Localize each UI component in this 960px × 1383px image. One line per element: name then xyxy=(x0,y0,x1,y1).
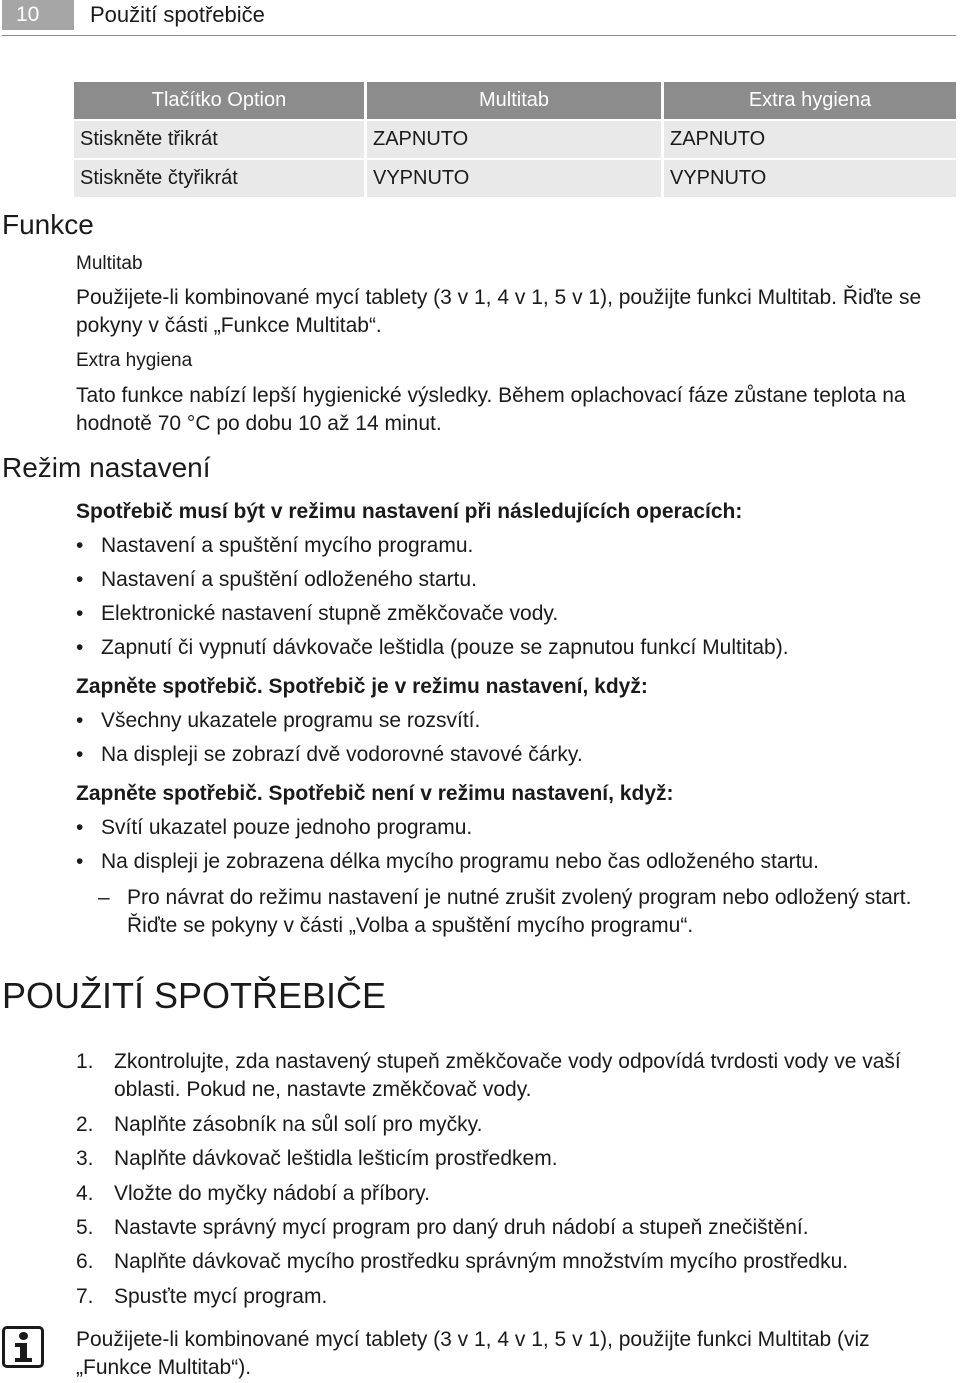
multitab-description: Použijete-li kombinované mycí tablety (3 v 1, 4 v 1, 5 v 1), použijte funkci Multitab. Řiďte se pokyny v části „Funkce Multitab“. xyxy=(76,286,922,337)
section-heading-funkce: Funkce xyxy=(2,209,94,240)
list-item-text: Svítí ukazatel pouze jednoho programu. xyxy=(101,816,473,839)
table-row xyxy=(74,119,956,158)
step-number: 1. xyxy=(76,1050,94,1073)
step-text: Zkontrolujte, zda nastavený stupeň změkčovače vody odpovídá tvrdosti vody ve vaší oblasti. Pokud ne, nastavte změkčovač vody. xyxy=(114,1050,901,1101)
table-header-row xyxy=(74,82,956,119)
step-text: Naplňte zásobník na sůl solí pro myčky. xyxy=(114,1113,483,1136)
extra-hygiena-description: Tato funkce nabízí lepší hygienické výsledky. Během oplachovací fáze zůstane teplota na hodnotě 70 °C po dobu 10 až 14 minut. xyxy=(76,384,906,435)
sub-note-text: Pro návrat do režimu nastavení je nutné zrušit zvolený program nebo odložený start. Řiďte se pokyny v části „Volba a spuštění mycího programu“. xyxy=(127,886,912,937)
step-number: 5. xyxy=(76,1216,94,1239)
info-note: Použijete-li kombinované mycí tablety (3 v 1, 4 v 1, 5 v 1), použijte funkci Multitab (viz „Funkce Multitab“). xyxy=(76,1328,870,1379)
table-cell: VYPNUTO xyxy=(364,158,661,197)
list-item-text: Nastavení a spuštění mycího programu. xyxy=(101,534,474,557)
table-header-cell: Tlačítko Option xyxy=(74,82,364,119)
list-item-text: Elektronické nastavení stupně změkčovače vody. xyxy=(101,602,559,625)
not-in-mode-heading: Zapněte spotřebič. Spotřebič není v režimu nastavení, když: xyxy=(76,782,674,805)
table-cell: ZAPNUTO xyxy=(364,119,661,158)
step-number: 4. xyxy=(76,1182,94,1205)
step-number: 6. xyxy=(76,1250,94,1273)
chapter-heading: POUŽITÍ SPOTŘEBIČE xyxy=(2,975,387,1016)
extra-hygiena-label: Extra hygiena xyxy=(76,350,193,371)
table-cell: ZAPNUTO xyxy=(661,119,956,158)
multitab-label: Multitab xyxy=(76,253,143,274)
step-text: Vložte do myčky nádobí a příbory. xyxy=(114,1182,430,1205)
info-icon xyxy=(2,1326,44,1368)
step-number: 7. xyxy=(76,1285,94,1308)
list-item-text: Nastavení a spuštění odloženého startu. xyxy=(101,568,477,591)
table-cell: VYPNUTO xyxy=(661,158,956,197)
table-header-cell: Multitab xyxy=(364,82,661,119)
step-number: 2. xyxy=(76,1113,94,1136)
table-cell: Stiskněte čtyřikrát xyxy=(74,158,364,197)
table-header-cell: Extra hygiena xyxy=(661,82,956,119)
step-number: 3. xyxy=(76,1147,94,1170)
step-text: Spusťte mycí program. xyxy=(114,1285,328,1308)
header-divider xyxy=(2,35,956,36)
list-item-text: Zapnutí či vypnutí dávkovače leštidla (pouze se zapnutou funkcí Multitab). xyxy=(101,636,789,659)
list-item-text: Všechny ukazatele programu se rozsvítí. xyxy=(101,709,481,732)
option-button-table xyxy=(74,82,956,197)
list-item-text: Na displeji se zobrazí dvě vodorovné stavové čárky. xyxy=(101,743,583,766)
step-text: Naplňte dávkovač leštidla lešticím prostředkem. xyxy=(114,1147,558,1170)
list-item-text: Na displeji je zobrazena délka mycího programu nebo čas odloženého startu. xyxy=(101,850,819,873)
page-number: 10 xyxy=(2,0,74,30)
section-heading-rezim: Režim nastavení xyxy=(2,452,211,483)
step-text: Nastavte správný mycí program pro daný druh nádobí a stupeň znečištění. xyxy=(114,1216,809,1239)
rezim-intro: Spotřebič musí být v režimu nastavení při následujících operacích: xyxy=(76,500,743,523)
page-title: Použití spotřebiče xyxy=(90,2,265,27)
step-text: Naplňte dávkovač mycího prostředku správným množstvím mycího prostředku. xyxy=(114,1250,849,1273)
table-row xyxy=(74,158,956,197)
table-cell: Stiskněte třikrát xyxy=(74,119,364,158)
in-mode-heading: Zapněte spotřebič. Spotřebič je v režimu nastavení, když: xyxy=(76,675,648,698)
